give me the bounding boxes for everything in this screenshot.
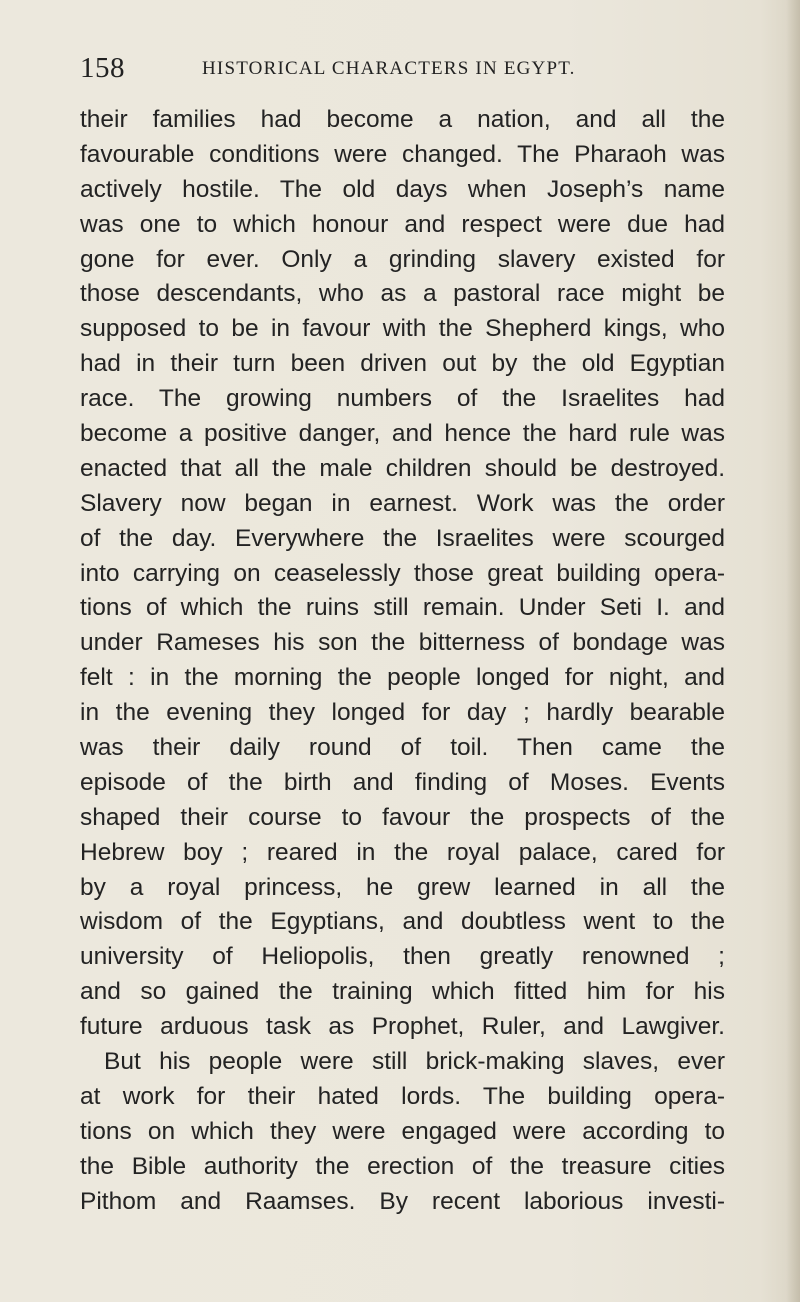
text-line: felt : in the morning the people longed for night, and	[80, 664, 725, 692]
text-line: and so gained the training which fitted him for his	[80, 978, 725, 1006]
text-line: tions of which the ruins still remain. Under Seti I. and	[80, 594, 725, 622]
running-head	[80, 50, 720, 90]
text-line: those descendants, who as a pastoral race might be	[80, 280, 725, 308]
text-line: Slavery now began in earnest. Work was the order	[80, 489, 725, 517]
text-line: tions on which they were engaged were according to	[80, 1117, 725, 1145]
text-line: was their daily round of toil. Then came the	[80, 734, 725, 762]
text-line: supposed to be in favour with the Shepherd kings, who	[80, 315, 725, 343]
text-line: was one to which honour and respect were due had	[80, 210, 725, 238]
text-line: episode of the birth and finding of Moses. Events	[80, 768, 725, 796]
text-line: actively hostile. The old days when Joseph’s name	[80, 175, 725, 203]
text-line: become a positive danger, and hence the hard rule was	[80, 420, 725, 448]
text-line: had in their turn been driven out by the old Egyptian	[80, 350, 725, 378]
page-edge-shadow	[786, 0, 800, 1302]
text-line: gone for ever. Only a grinding slavery existed for	[80, 245, 725, 273]
text-line: into carrying on ceaselessly those great building opera-	[80, 559, 725, 587]
text-line: But his people were still brick-making slaves, ever	[104, 1048, 725, 1076]
text-line: under Rameses his son the bitterness of bondage was	[80, 629, 725, 657]
text-line: wisdom of the Egyptians, and doubtless went to the	[80, 908, 725, 936]
text-line: favourable conditions were changed. The Pharaoh was	[80, 140, 725, 168]
text-line: race. The growing numbers of the Israelites had	[80, 385, 725, 413]
page-number: 158	[80, 52, 125, 84]
text-line: future arduous task as Prophet, Ruler, and Lawgiver.	[80, 1013, 725, 1041]
text-line: university of Heliopolis, then greatly renowned ;	[80, 943, 725, 971]
text-line: shaped their course to favour the prospects of the	[80, 803, 725, 831]
text-line: of the day. Everywhere the Israelites were scourged	[80, 524, 725, 552]
running-title: HISTORICAL CHARACTERS IN EGYPT.	[202, 58, 576, 79]
text-line: Hebrew boy ; reared in the royal palace, cared for	[80, 838, 725, 866]
body-text	[80, 103, 725, 1220]
text-line: at work for their hated lords. The building opera-	[80, 1082, 725, 1110]
text-line: enacted that all the male children should be destroyed.	[80, 454, 725, 482]
text-line: Pithom and Raamses. By recent laborious investi-	[80, 1187, 725, 1215]
text-line: their families had become a nation, and all the	[80, 106, 725, 133]
text-line: by a royal princess, he grew learned in all the	[80, 873, 725, 901]
text-line: the Bible authority the erection of the treasure cities	[80, 1152, 725, 1180]
text-line: in the evening they longed for day ; hardly bearable	[80, 699, 725, 727]
